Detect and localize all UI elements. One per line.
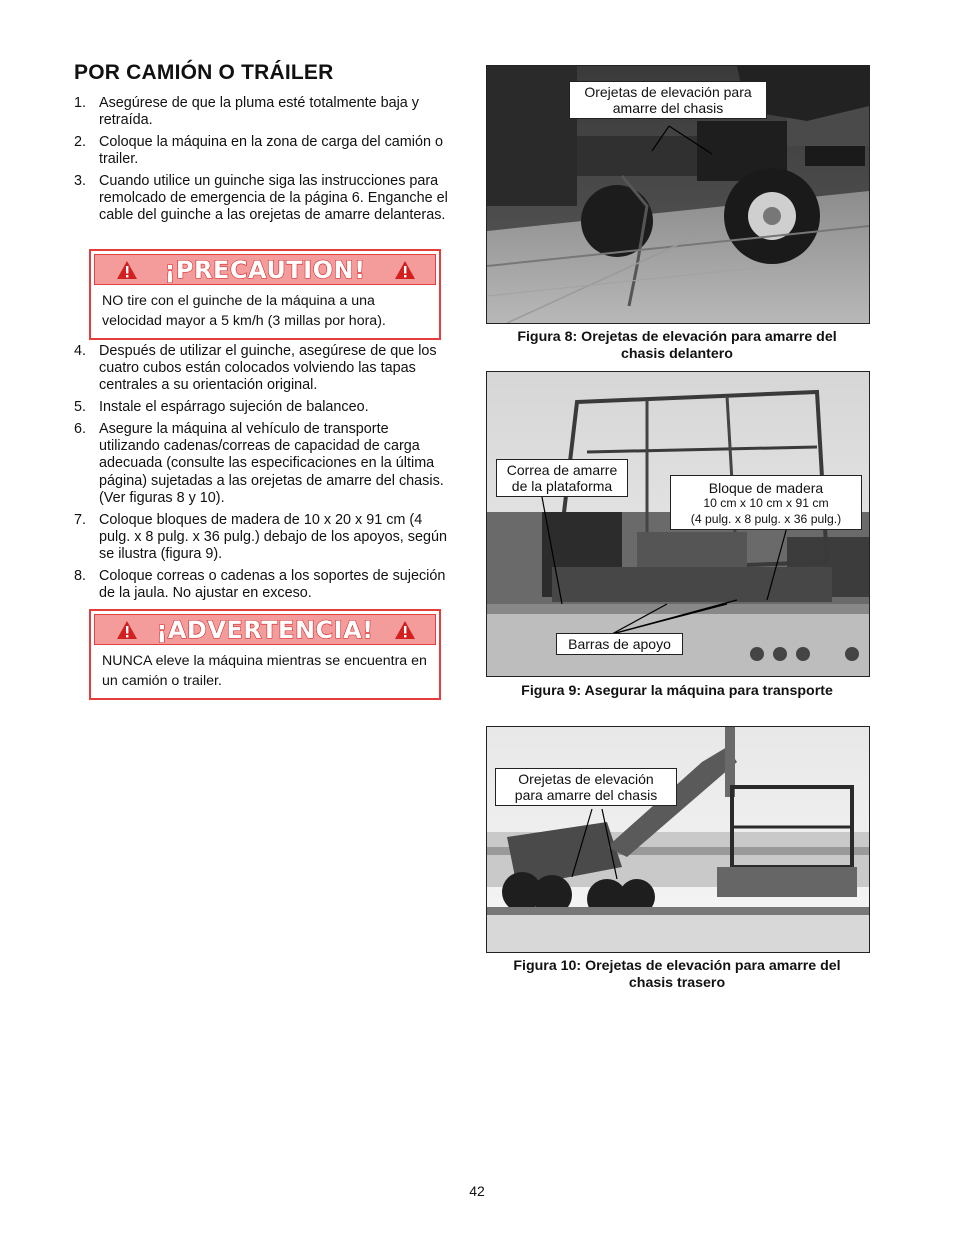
caption-line: Figura 9: Asegurar la máquina para transporte [521,683,833,699]
callout-line: Orejetas de elevación para [584,84,752,100]
step-text: Asegúrese de que la pluma esté totalmente baja y retraída. [99,95,419,129]
figure-8-callout [569,81,767,119]
section-heading: POR CAMIÓN O TRÁILER [74,61,334,84]
warning-triangle-icon [394,260,416,280]
precaution-title-bar [94,254,436,285]
warning-text: NUNCA eleve la máquina mientras se encuentra en un camión o trailer. [102,653,427,689]
callout-line: para amarre del chasis [514,787,658,803]
caption-line: chasis delantero [621,346,733,362]
caption-line: Figura 8: Orejetas de elevación para amarre del [517,329,837,345]
step-text: Asegure la máquina al vehículo de transporte utilizando cadenas/correas de capacidad de carga adecuada (consulte las especificaciones en la última página) sujetadas a las orejetas de amarre del chasis. (Ver figuras 8 y 10). [99,421,444,506]
figure-9-caption [486,683,868,700]
step-number: 6. [74,421,87,437]
step-number: 8. [74,567,87,584]
step-text: Coloque la máquina en la zona de carga del camión o trailer. [99,134,444,168]
callout-line: (4 pulg. x 8 pulg. x 36 pulg.) [690,511,842,526]
caption-line: Figura 10: Orejetas de elevación para amarre del [513,958,841,974]
figure-9-strap-callout [496,459,628,497]
caption-line: chasis trasero [628,975,726,991]
callout-line: Orejetas de elevación [518,771,654,787]
list-item [74,512,452,564]
page-number: 42 [469,1183,485,1199]
warning-triangle-icon [116,260,138,280]
step-number: 2. [74,134,87,150]
step-number: 7. [74,511,87,528]
callout-line: Barras de apoyo [568,636,671,652]
warning-triangle-icon [116,620,138,640]
step-number: 3. [74,173,87,189]
warning-title-bar [94,614,436,645]
step-text: Instale el espárrago sujeción de balanceo. [99,399,369,416]
steps-list-b [74,343,452,607]
list-item [74,343,452,395]
precaution-text: NO tire con el guinche de la máquina a una velocidad mayor a 5 km/h (3 millas por hora). [102,293,386,329]
warning-triangle-icon [394,620,416,640]
step-text: Cuando utilice un guinche siga las instrucciones para remolcado de emergencia de la página 6. Enganche el cable del guinche a las orejetas de amarre delanteras. [99,173,448,224]
callout-line: 10 cm x 10 cm x 91 cm [703,496,829,510]
list-item [74,421,452,507]
step-number: 4. [74,343,87,359]
step-number: 5. [74,399,87,416]
step-number: 1. [74,95,87,111]
figure-10-photo [486,726,870,953]
figure-8-caption [486,329,868,363]
callout-line: amarre del chasis [612,100,724,116]
warning-box [89,609,441,700]
figure-9-block-callout [670,475,862,530]
callout-line: Bloque de madera [708,480,824,496]
precaution-title: ¡PRECAUTION! [164,255,366,284]
list-item [74,95,452,129]
warning-title: ¡ADVERTENCIA! [156,615,374,644]
list-item [74,173,452,225]
step-text: Coloque correas o cadenas a los soportes de sujeción de la jaula. No ajustar en exceso. [99,567,446,602]
list-item [74,399,452,416]
step-text: Coloque bloques de madera de 10 x 20 x 91 cm (4 pulg. x 8 pulg. x 36 pulg.) debajo de los apoyos, según se ilustra (figura 9). [99,511,448,563]
callout-line: Correa de amarre [506,462,618,478]
list-item [74,568,452,602]
figure-10-callout [495,768,677,806]
figure-10-caption [486,958,868,992]
callout-line: de la plataforma [511,478,613,494]
steps-list-a [74,95,452,229]
precaution-box [89,249,441,340]
figure-9-bars-callout [556,633,683,655]
list-item [74,134,452,168]
step-text: Después de utilizar el guinche, asegúrese de que los cuatro cubos están colocados volviendo las tapas centrales a su orientación original. [99,343,437,394]
